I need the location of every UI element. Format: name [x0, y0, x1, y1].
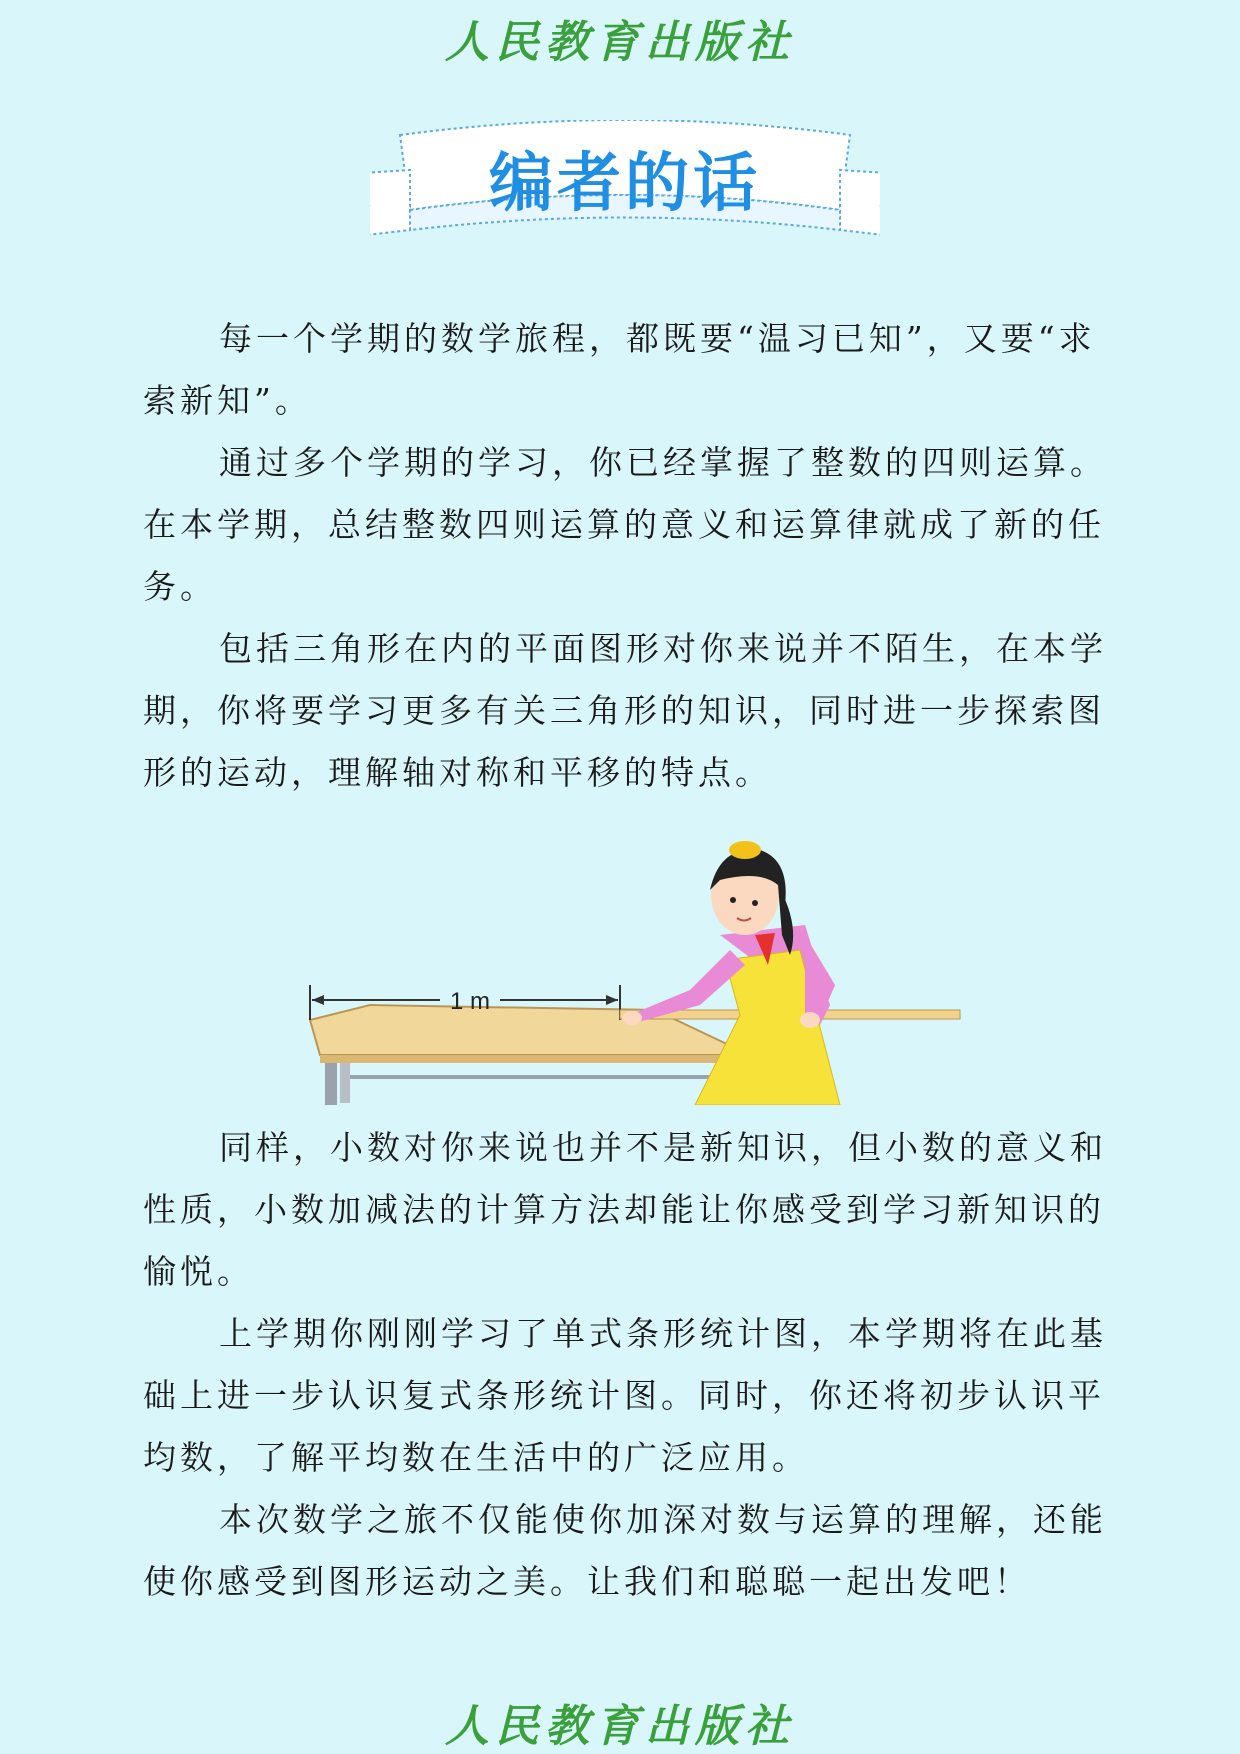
paragraph: 包括三角形在内的平面图形对你来说并不陌生，在本学期，你将要学习更多有关三角形的知识，同时进一步探索图形的运动，理解轴对称和平移的特点。	[143, 629, 1107, 792]
girl-measuring-table-illustration	[300, 815, 980, 1105]
intro-text	[143, 308, 1118, 804]
publisher-logo-bottom: 人民教育出版社	[445, 1701, 795, 1752]
paragraph: 上学期你刚刚学习了单式条形统计图，本学期将在此基础上进一步认识复式条形统计图。同时，你还将初步认识平均数，了解平均数在生活中的广泛应用。	[143, 1314, 1107, 1477]
table-image	[310, 1005, 750, 1105]
paragraph: 通过多个学期的学习，你已经掌握了整数的四则运算。在本学期，总结整数四则运算的意义和运算律就成了新的任务。	[143, 443, 1107, 606]
girl-figure	[622, 841, 840, 1105]
title-banner	[370, 120, 880, 270]
paragraph: 本次数学之旅不仅能使你加深对数与运算的理解，还能使你感受到图形运动之美。让我们和聪聪一起出发吧！	[143, 1500, 1107, 1601]
publisher-logo-top: 人民教育出版社	[445, 17, 795, 68]
paragraph: 每一个学期的数学旅程，都既要“温习已知”，又要“求索新知”。	[143, 319, 1096, 420]
measure-label: 1 m	[449, 988, 491, 1015]
page-title: 编者的话	[489, 147, 761, 221]
paragraph: 同样，小数对你来说也并不是新知识，但小数的意义和性质，小数加减法的计算方法却能让你感受到学习新知识的愉悦。	[143, 1128, 1107, 1291]
closing-text	[143, 1117, 1118, 1613]
